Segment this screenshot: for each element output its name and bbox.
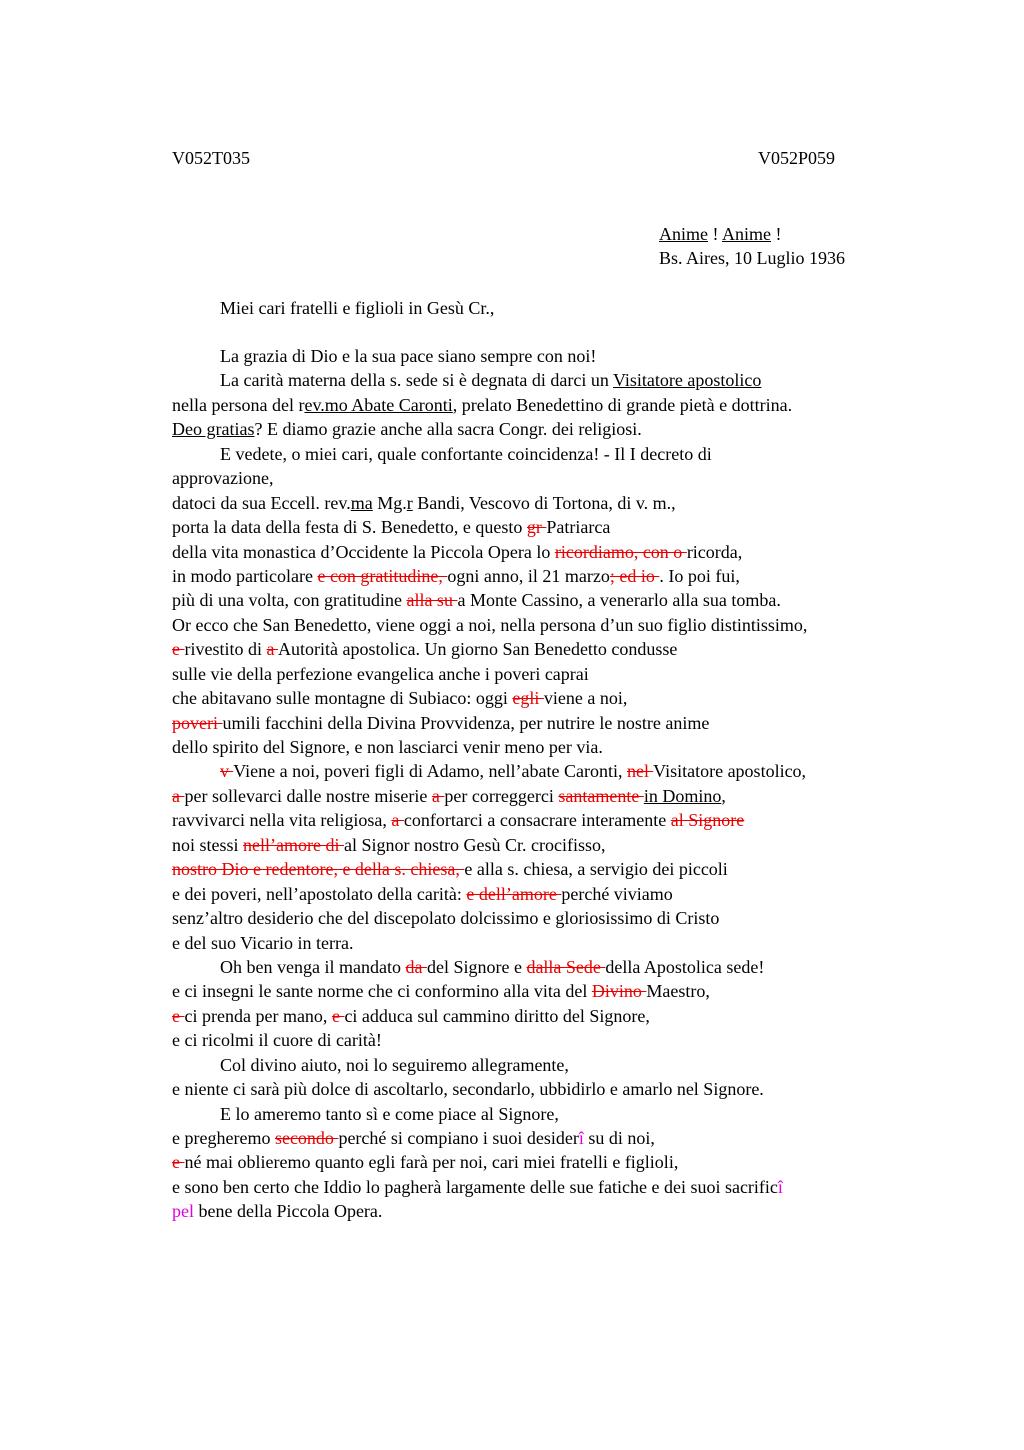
- title-tail: !: [771, 224, 782, 244]
- underlined-text: Visitatore apostolico: [613, 370, 762, 391]
- inserted-text: î: [578, 1128, 584, 1148]
- body-line: [172, 637, 972, 661]
- body-line: [172, 662, 972, 686]
- text-segment: e niente ci sarà più dolce di ascoltarlo, secondarlo, ubbidirlo e amarlo nel Signore.: [172, 1079, 764, 1100]
- text-segment: La grazia di Dio e la sua pace siano sempre con noi!: [220, 346, 597, 366]
- underlined-text: r: [406, 492, 413, 513]
- text-segment: Patriarca: [546, 517, 611, 538]
- deleted-text: poveri: [172, 712, 223, 733]
- body-line: [172, 1053, 972, 1077]
- text-segment: per correggerci: [444, 785, 559, 806]
- body-line: [172, 1028, 972, 1052]
- text-segment: Visitatore apostolico,: [653, 761, 807, 782]
- text-segment: al Signor nostro Gesù Cr. crocifisso,: [343, 834, 606, 855]
- text-segment: e sono ben certo che Iddio lo pagherà largamente delle sue fatiche e dei suoi sacrific: [172, 1176, 778, 1197]
- body-line: [172, 735, 972, 759]
- text-segment: in modo particolare: [172, 565, 318, 586]
- text-segment: né mai oblieremo quanto egli farà per noi, cari miei fratelli e figlioli,: [184, 1152, 679, 1173]
- body-line: [172, 417, 972, 441]
- body-line: [172, 613, 972, 637]
- document-code-right: V052P059: [758, 148, 836, 168]
- text-segment: confortarci a consacrare interamente: [403, 810, 671, 831]
- body-line: [172, 1175, 972, 1199]
- text-segment: Bandi, Vescovo di Tortona, di v. m.,: [412, 492, 676, 513]
- deleted-text: e: [172, 639, 185, 660]
- text-segment: sulle vie della perfezione evangelica anche i poveri caprai: [172, 663, 589, 684]
- text-segment: senz’altro desiderio che del discepolato dolcissimo e gloriosissimo di Cristo: [172, 908, 720, 929]
- deleted-text: a: [172, 785, 185, 806]
- body-line: [172, 808, 972, 832]
- text-segment: ricorda,: [686, 541, 743, 562]
- text-segment: Mg.: [372, 492, 407, 513]
- text-segment: dello spirito del Signore, e non lasciarci venir meno per via.: [172, 737, 603, 757]
- text-segment: , prelato Benedettino di grande pietà e dottrina.: [452, 394, 793, 415]
- text-segment: ci prenda per mano,: [184, 1005, 332, 1026]
- deleted-text: e: [172, 1005, 185, 1026]
- deleted-text: gr: [526, 517, 547, 538]
- text-segment: della vita monastica d’Occidente la Piccola Opera lo: [172, 541, 555, 562]
- text-segment: E lo ameremo tanto sì e come piace al Signore,: [220, 1103, 559, 1124]
- deleted-text: santamente: [558, 785, 644, 806]
- body-line: [172, 1150, 972, 1174]
- text-segment: e ci ricolmi il cuore di carità!: [172, 1030, 382, 1051]
- body-line: [172, 491, 972, 515]
- text-segment: Oh ben venga il mandato: [220, 956, 406, 977]
- body-line: [172, 1077, 972, 1101]
- body-line: [172, 857, 972, 881]
- text-segment: porta la data della festa di S. Benedetto, e questo: [172, 517, 527, 538]
- inserted-text: pel: [172, 1201, 194, 1222]
- body-line: [172, 711, 972, 735]
- text-segment: del Signore e: [426, 956, 527, 977]
- deleted-text: ; ed io: [609, 565, 660, 586]
- text-segment: della Apostolica sede!: [605, 956, 765, 977]
- text-segment: per sollevarci dalle nostre miserie: [184, 785, 432, 806]
- deleted-text: egli: [512, 688, 544, 709]
- text-segment: ,: [721, 785, 726, 806]
- underlined-text: Deo gratias: [172, 419, 255, 440]
- body-line: [172, 906, 972, 930]
- body-line: [172, 393, 972, 417]
- deleted-text: nel: [627, 761, 654, 782]
- deleted-text: alla su: [406, 590, 458, 611]
- deleted-text: a: [266, 639, 278, 660]
- body-line: [172, 368, 972, 392]
- deleted-text: Divino: [591, 981, 647, 1002]
- text-segment: approvazione,: [172, 468, 274, 489]
- deleted-text: e: [331, 1005, 345, 1026]
- body-line: [172, 1199, 972, 1223]
- deleted-text: v: [220, 761, 234, 782]
- title-date-block: [659, 222, 845, 270]
- text-segment: Autorità apostolica. Un giorno San Benedetto condusse: [278, 639, 678, 660]
- body-line: [172, 833, 972, 857]
- deleted-text: e dell’amore: [466, 883, 562, 904]
- text-segment: perché si compiano i suoi desider: [338, 1128, 579, 1148]
- text-segment: a Monte Cassino, a venerarlo alla sua tomba.: [457, 590, 781, 611]
- text-segment: Or ecco che San Benedetto, viene oggi a noi, nella persona d’un suo figlio distintissimo,: [172, 614, 808, 635]
- letter-title: [659, 222, 845, 246]
- text-segment: ravvivarci nella vita religiosa,: [172, 810, 392, 831]
- deleted-text: secondo: [274, 1128, 339, 1148]
- text-segment: viene a noi,: [543, 688, 628, 709]
- body-line: [172, 955, 972, 979]
- text-segment: e alla s. chiesa, a servigio dei piccoli: [464, 859, 728, 880]
- deleted-text: nostro Dio e redentore, e della s. chiesa,: [172, 859, 465, 880]
- letter-body: [172, 344, 972, 1224]
- text-segment: E vedete, o miei cari, quale confortante coincidenza! - Il I decreto di: [220, 443, 712, 464]
- deleted-text: e con gratitudine,: [317, 565, 448, 586]
- text-segment: su di noi,: [583, 1128, 655, 1148]
- deleted-text: ricordiamo, con o: [554, 541, 687, 562]
- inserted-text: î: [777, 1176, 783, 1197]
- body-line: [172, 686, 972, 710]
- text-segment: che abitavano sulle montagne di Subiaco: oggi: [172, 688, 513, 709]
- text-segment: datoci da sua Eccell. rev.: [172, 492, 351, 513]
- body-line: [172, 759, 972, 783]
- place-date: Bs. Aires, 10 Luglio 1936: [659, 248, 846, 268]
- text-segment: rivestito di: [184, 639, 267, 660]
- underlined-text: in Domino: [643, 785, 722, 806]
- text-segment: e dei poveri, nell’apostolato della carità:: [172, 883, 467, 904]
- text-segment: . Io poi fui,: [659, 565, 740, 586]
- body-line: [172, 882, 972, 906]
- body-line: [172, 588, 972, 612]
- text-segment: ogni anno, il 21 marzo: [447, 565, 610, 586]
- deleted-text: a: [431, 785, 445, 806]
- body-line: [172, 979, 972, 1003]
- salutation: Miei cari fratelli e figlioli in Gesù Cr.,: [220, 298, 495, 318]
- body-line: [172, 784, 972, 808]
- text-segment: e del suo Vicario in terra.: [172, 932, 354, 953]
- body-line: [172, 1126, 972, 1150]
- title-word-anime-2: Anime: [722, 224, 772, 244]
- text-segment: ? E diamo grazie anche alla sacra Congr. dei religiosi.: [254, 419, 642, 440]
- deleted-text: nell’amore di: [243, 834, 344, 855]
- body-line: [172, 442, 972, 466]
- body-line: [172, 1004, 972, 1028]
- text-segment: più di una volta, con gratitudine: [172, 590, 407, 611]
- text-segment: perché viviamo: [561, 883, 673, 904]
- text-segment: nella persona del r: [172, 394, 305, 415]
- document-code-left: V052T035: [172, 148, 250, 168]
- title-word-anime-1: Anime: [659, 224, 708, 244]
- underlined-text: ma: [350, 492, 373, 513]
- text-segment: La carità materna della s. sede si è degnata di darci un: [220, 370, 613, 391]
- body-line: [172, 344, 972, 368]
- text-segment: Maestro,: [646, 981, 710, 1002]
- deleted-text: dalla Sede: [526, 956, 606, 977]
- text-segment: noi stessi: [172, 834, 244, 855]
- title-separator: !: [708, 224, 723, 244]
- body-line: [172, 564, 972, 588]
- deleted-text: al Signore: [670, 810, 745, 831]
- deleted-text: a: [391, 810, 404, 831]
- text-segment: Viene a noi, poveri figli di Adamo, nell’abate Caronti,: [233, 761, 627, 782]
- body-line: [172, 931, 972, 955]
- deleted-text: da: [405, 956, 427, 977]
- text-segment: e ci insegni le sante norme che ci conformino alla vita del: [172, 981, 592, 1002]
- text-segment: bene della Piccola Opera.: [194, 1201, 383, 1222]
- body-line: [172, 1102, 972, 1126]
- text-segment: Col divino aiuto, noi lo seguiremo allegramente,: [220, 1054, 569, 1075]
- underlined-text: ev.mo Abate Caronti: [304, 394, 453, 415]
- body-line: [172, 515, 972, 539]
- text-segment: e pregheremo: [172, 1128, 275, 1148]
- deleted-text: e: [172, 1152, 185, 1173]
- body-line: [172, 466, 972, 490]
- body-line: [172, 540, 972, 564]
- text-segment: ci adduca sul cammino diritto del Signore,: [344, 1005, 650, 1026]
- text-segment: umili facchini della Divina Provvidenza, per nutrire le nostre anime: [222, 712, 710, 733]
